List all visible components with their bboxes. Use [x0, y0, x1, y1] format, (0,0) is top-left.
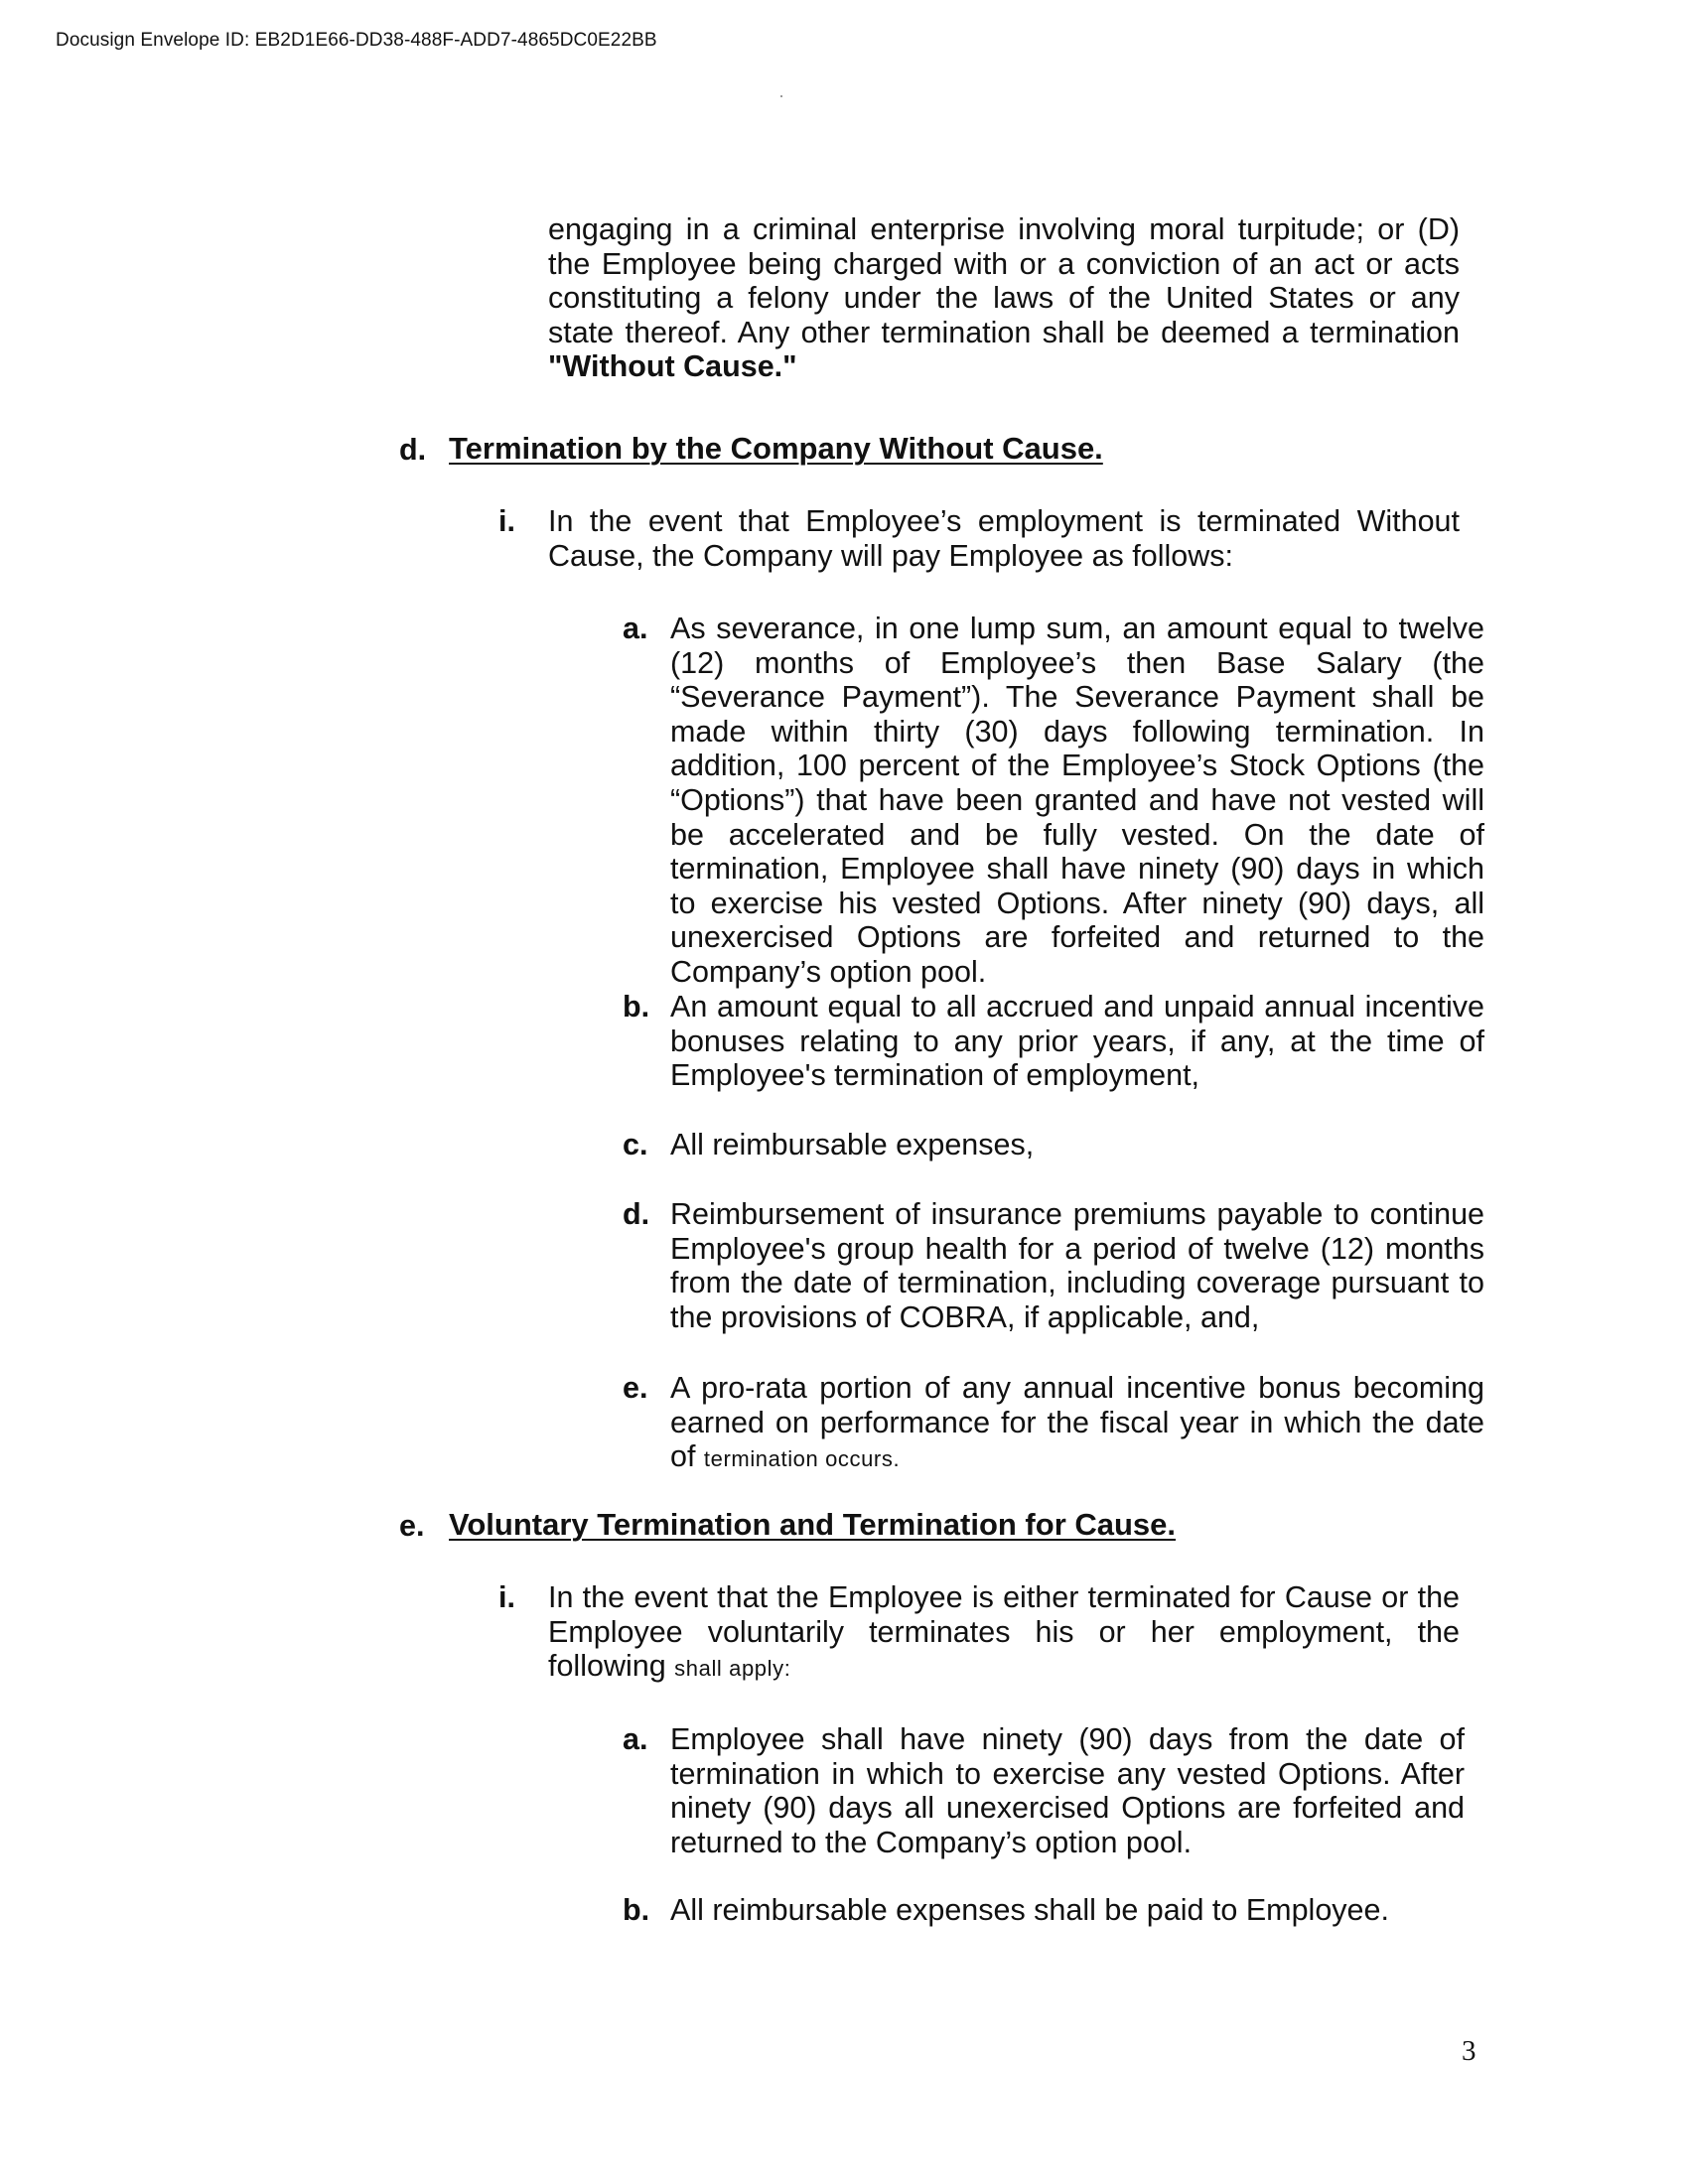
d-sub-a-marker: a. — [623, 612, 648, 645]
section-e-marker: e. — [399, 1509, 425, 1543]
section-e-item-i-text: In the event that the Employee is either terminated for Cause or the Employee voluntarily terminates his or her employment, the following — [548, 1580, 1460, 1684]
section-e-item-i-paragraph — [548, 1580, 1460, 1687]
d-sub-c-text: All reimbursable expenses, — [670, 1128, 1035, 1161]
d-sub-c-marker: c. — [623, 1128, 648, 1161]
d-sub-d-marker: d. — [623, 1197, 650, 1231]
e-sub-a-text: Employee shall have ninety (90) days from the date of termination in which to exercise any vested Options. After ninety (90) days all unexercised Options are forfeited and returned to the Company’s option pool. — [670, 1722, 1465, 1859]
d-sub-b-text: An amount equal to all accrued and unpaid annual incentive bonuses relating to any prior years, if any, at the time of Employee's termination of employment, — [670, 990, 1484, 1093]
intro-bold-tail: "Without Cause." — [548, 349, 797, 384]
section-d-heading: Termination by the Company Without Cause. — [449, 431, 1103, 466]
d-sub-e-text-small: termination occurs. — [703, 1446, 901, 1472]
d-sub-e-text: A pro-rata portion of any annual incentive bonus becoming earned on performance for the fiscal year in which the date of — [670, 1371, 1484, 1474]
e-sub-b-text: All reimbursable expenses shall be paid to Employee. — [670, 1893, 1389, 1927]
intro-paragraph — [548, 212, 1460, 384]
d-sub-e-marker: e. — [623, 1371, 648, 1405]
d-sub-e-paragraph — [670, 1371, 1484, 1477]
d-sub-b-marker: b. — [623, 990, 650, 1024]
section-e-item-i-marker: i. — [498, 1580, 515, 1614]
e-sub-b-marker: b. — [623, 1893, 650, 1927]
section-d-item-i-marker: i. — [498, 504, 515, 538]
section-e-item-i-text-small: shall apply: — [674, 1656, 791, 1682]
scan-speck — [780, 95, 782, 97]
d-sub-d-text: Reimbursement of insurance premiums payable to continue Employee's group health for a period of twelve (12) months from the date of termination, including coverage pursuant to the provisions of COBRA, if applicable, and, — [670, 1197, 1484, 1334]
envelope-id-header: Docusign Envelope ID: EB2D1E66-DD38-488F-ADD7-4865DC0E22BB — [56, 30, 657, 51]
section-d-marker: d. — [399, 433, 427, 467]
page-number: 3 — [1462, 2035, 1477, 2067]
section-e-heading: Voluntary Termination and Termination for Cause. — [449, 1507, 1177, 1542]
intro-text: engaging in a criminal enterprise involving moral turpitude; or (D) the Employee being charged with or a conviction of an act or acts constituting a felony under the laws of the United States or any state thereof. Any other termination shall be deemed a termination — [548, 212, 1460, 349]
d-sub-a-text: As severance, in one lump sum, an amount equal to twelve (12) months of Employee’s then Base Salary (the “Severance Payment”). The Severance Payment shall be made within thirty (30) days following termination. In addition, 100 percent of the Employee’s Stock Options (the “Options”) that have been granted and have not vested will be accelerated and be fully vested. On the date of termination, Employee shall have ninety (90) days in which to exercise his vested Options. After ninety (90) days, all unexercised Options are forfeited and returned to the Company’s option pool. — [670, 612, 1484, 989]
e-sub-a-marker: a. — [623, 1722, 648, 1756]
section-d-item-i-text: In the event that Employee’s employment is terminated Without Cause, the Company will pay Employee as follows: — [548, 504, 1460, 573]
